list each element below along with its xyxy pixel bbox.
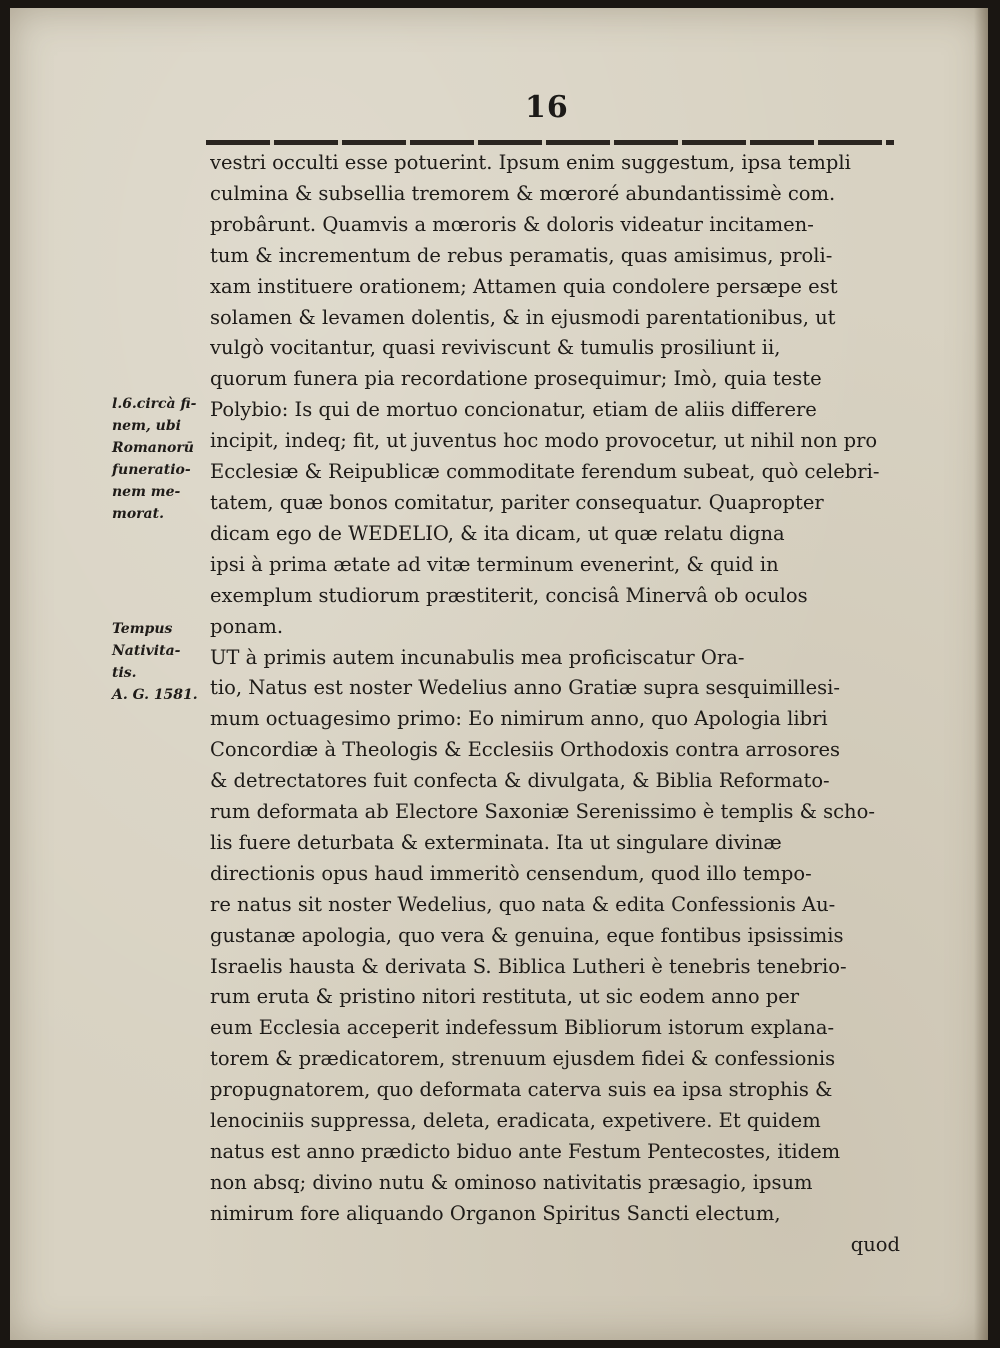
text-line: Polybio: Is qui de mortuo concionatur, etiam de aliis differere bbox=[210, 398, 817, 422]
text-line: tatem, quæ bonos comitatur, pariter consequatur. Quapropter bbox=[210, 490, 824, 514]
text-line: dicam ego de WEDELIO, & ita dicam, ut quæ relatu digna bbox=[210, 521, 785, 545]
text-line: tum & incrementum de rebus peramatis, quas amisimus, proli- bbox=[210, 243, 833, 267]
book-page bbox=[10, 8, 988, 1340]
text-line: nimirum fore aliquando Organon Spiritus Sancti electum, bbox=[210, 1201, 781, 1225]
margin-note-line: nem, ubi bbox=[112, 418, 181, 434]
margin-note-line: Romanorū bbox=[112, 440, 194, 456]
text-line: exemplum studiorum præstiterit, concisâ Minervâ ob oculos bbox=[210, 583, 808, 607]
text-line: eum Ecclesia acceperit indefessum Bibliorum istorum explana- bbox=[210, 1016, 835, 1040]
text-line: lenociniis suppressa, deleta, eradicata, expetivere. Et quidem bbox=[210, 1109, 821, 1133]
text-line: re natus sit noster Wedelius, quo nata & edita Confessionis Au- bbox=[210, 892, 836, 916]
text-line: solamen & levamen dolentis, & in ejusmodi parentationibus, ut bbox=[210, 305, 836, 329]
text-line: directionis opus haud immeritò censendum, quod illo tempo- bbox=[210, 861, 812, 885]
text-line: ponam. bbox=[210, 614, 284, 638]
text-line: mum octuagesimo primo: Eo nimirum anno, quo Apologia libri bbox=[210, 707, 828, 731]
catchword: quod bbox=[850, 1232, 900, 1256]
body-text bbox=[210, 148, 900, 1261]
margin-note-line: A. G. 1581. bbox=[112, 687, 198, 703]
text-line: lis fuere deturbata & exterminata. Ita ut singulare divinæ bbox=[210, 830, 782, 854]
margin-note-funeral bbox=[112, 393, 212, 525]
text-line: Concordiæ à Theologis & Ecclesiis Orthodoxis contra arrosores bbox=[210, 738, 841, 762]
page-edge-shadow bbox=[974, 8, 988, 1340]
text-line: ipsi à prima ætate ad vitæ terminum evenerint, & quid in bbox=[210, 552, 779, 576]
text-line: culmina & subsellia tremorem & mœroré abundantissimè com. bbox=[210, 181, 836, 205]
text-line: non absq; divino nutu & ominoso nativitatis præsagio, ipsum bbox=[210, 1170, 813, 1194]
margin-note-line: tis. bbox=[112, 665, 137, 681]
text-line: incipit, indeq; fit, ut juventus hoc modo provocetur, ut nihil non pro bbox=[210, 429, 878, 453]
margin-note-line: morat. bbox=[112, 506, 164, 522]
margin-note-line: Tempus bbox=[112, 621, 173, 637]
page-number: 16 bbox=[525, 90, 569, 125]
text-line: gustanæ apologia, quo vera & genuina, eque fontibus ipsissimis bbox=[210, 923, 844, 947]
text-line: torem & prædicatorem, strenuum ejusdem fidei & confessionis bbox=[210, 1047, 836, 1071]
margin-note-line: nem me- bbox=[112, 484, 181, 500]
text-line: propugnatorem, quo deformata caterva suis ea ipsa strophis & bbox=[210, 1078, 833, 1102]
text-line: vestri occulti esse potuerint. Ipsum enim suggestum, ipsa templi bbox=[210, 151, 851, 174]
text-line: vulgò vocitantur, quasi reviviscunt & tumulis prosiliunt ii, bbox=[210, 336, 781, 360]
header-rule bbox=[206, 140, 894, 145]
margin-note-birth bbox=[112, 618, 212, 706]
text-line: & detrectatores fuit confecta & divulgata, & Biblia Reformato- bbox=[210, 769, 830, 793]
text-line: quorum funera pia recordatione prosequimur; Imò, quia teste bbox=[210, 367, 822, 391]
margin-note-line: Nativita- bbox=[112, 643, 181, 659]
text-line: xam instituere orationem; Attamen quia condolere persæpe est bbox=[210, 274, 838, 298]
text-line: UT à primis autem incunabulis mea proficiscatur Ora- bbox=[210, 645, 745, 669]
text-line: Ecclesiæ & Reipublicæ commoditate ferendum subeat, quò celebri- bbox=[210, 460, 880, 484]
text-line: rum deformata ab Electore Saxoniæ Serenissimo è templis & scho- bbox=[210, 800, 875, 824]
margin-note-line: l.6.circà fi- bbox=[112, 396, 197, 412]
text-line: tio, Natus est noster Wedelius anno Gratiæ supra sesquimillesi- bbox=[210, 676, 840, 700]
margin-note-line: funeratio- bbox=[112, 462, 191, 478]
text-line: probârunt. Quamvis a mœroris & doloris videatur incitamen- bbox=[210, 212, 814, 236]
text-line: natus est anno prædicto biduo ante Festum Pentecostes, itidem bbox=[210, 1140, 841, 1163]
text-line: Israelis hausta & derivata S. Biblica Lutheri è tenebris tenebrio- bbox=[210, 954, 847, 978]
text-line: rum eruta & pristino nitori restituta, ut sic eodem anno per bbox=[210, 985, 800, 1009]
